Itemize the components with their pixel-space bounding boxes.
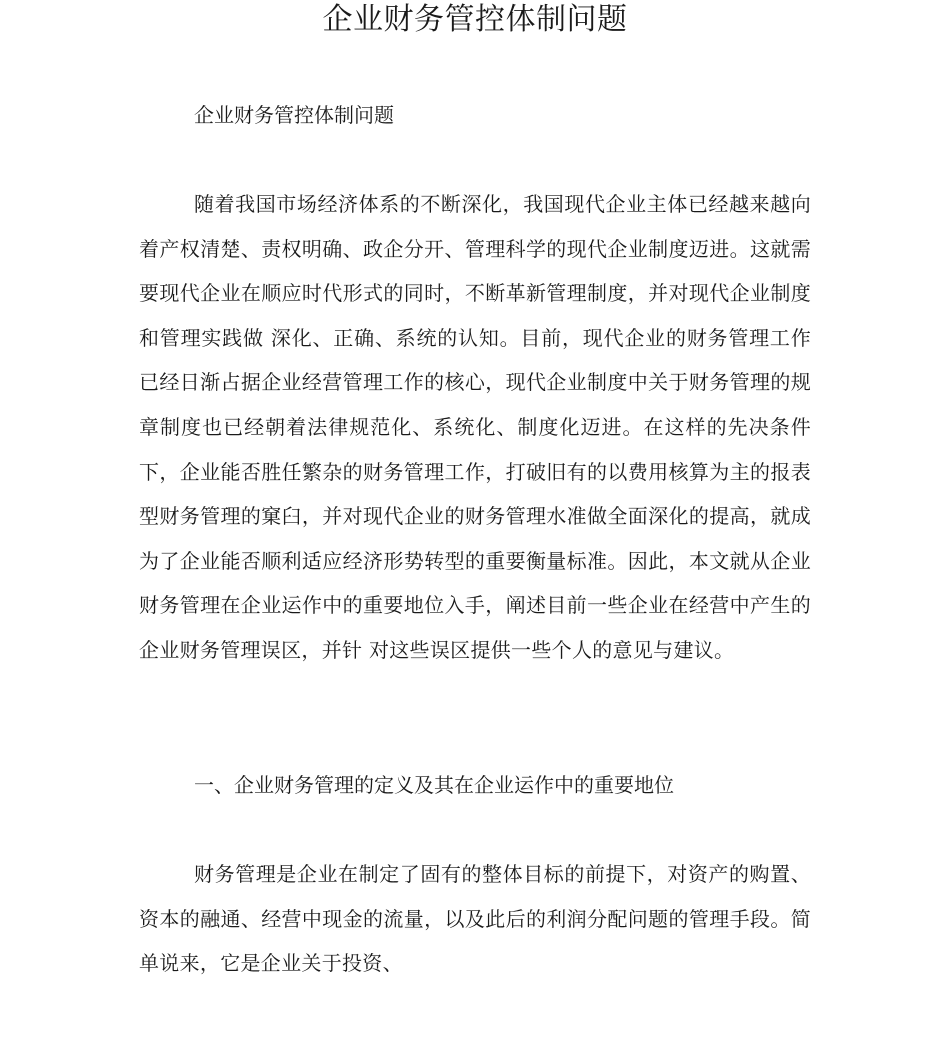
intro-paragraph: 随着我国市场经济体系的不断深化，我国现代企业主体已经越来越向着产权清楚、责权明确、政企分开、管理科学的现代企业制度迈进。这就需要现代企业在顺应时代形式的同时，不断革新管理制度，并对现代企业制度和管理实践做 深化、正确、系统的认知。目前，现代企业的财务管理工作已经日渐占据企业经营管理工作的核心，现代企业制度中关于财务管理的规章制度也已经朝着法律规范化、系统化、制度化迈进。在这样的先决条件下，企业能否胜任繁杂的财务管理工作，打破旧有的以费用核算为主的报表型财务管理的窠臼，并对现代企业的财务管理水准做全面深化的提高，就成为了企业能否顺利适应经济形势转型的重要衡量标准。因此，本文就从企业财务管理在企业运作中的重要地位入手，阐述目前一些企业在经营中产生的企业财务管理误区，并针 对这些误区提供一些个人的意见与建议。: [139, 192, 811, 662]
document-title: 企业财务管控体制问题: [322, 2, 628, 37]
section-paragraph: 财务管理是企业在制定了固有的整体目标的前提下，对资产的购置、资本的融通、经营中现金的流量，以及此后的利润分配问题的管理手段。简单说来，它是企业关于投资、: [139, 862, 811, 976]
document-subtitle: 企业财务管控体制问题: [194, 103, 394, 127]
section-heading: 一、企业财务管理的定义及其在企业运作中的重要地位: [194, 773, 674, 797]
